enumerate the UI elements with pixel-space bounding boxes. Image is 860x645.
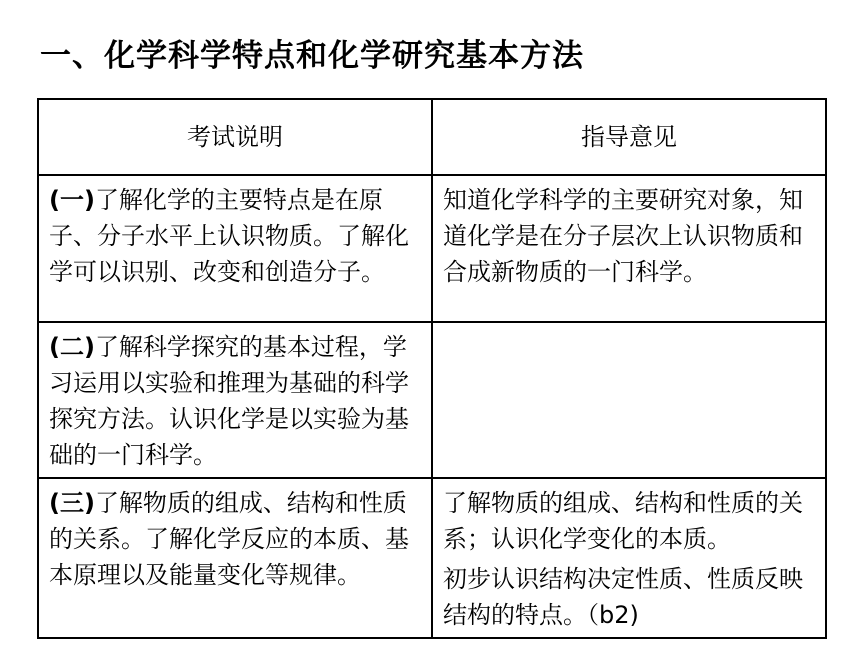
- table-row: [38, 478, 826, 638]
- guidance-cell-empty: [432, 322, 826, 478]
- exam-description-text: 了解物质的组成、结构和性质的关系。了解化学反应的本质、基本原理以及能量变化等规律。: [49, 489, 409, 589]
- exam-description-cell: [38, 322, 432, 478]
- item-number: (三): [49, 489, 95, 517]
- guidance-text: 了解物质的组成、结构和性质的关系；认识化学变化的本质。: [443, 489, 803, 553]
- exam-description-text: 了解科学探究的基本过程，学习运用以实验和推理为基础的科学探究方法。认识化学是以实验为基础的一门科学。: [49, 333, 409, 469]
- guidance-cell: [432, 175, 826, 322]
- guidance-text: 初步认识结构决定性质、性质反映结构的特点。（b2): [443, 565, 803, 629]
- table-header-row: [38, 99, 826, 175]
- exam-description-cell: [38, 478, 432, 638]
- exam-description-text: 了解化学的主要特点是在原子、分子水平上认识物质。了解化学可以识别、改变和创造分子。: [49, 186, 409, 286]
- header-exam-description: 考试说明: [38, 99, 432, 175]
- table-row: [38, 322, 826, 478]
- header-guidance: 指导意见: [432, 99, 826, 175]
- slide-title: 一、化学科学特点和化学研究基本方法: [40, 38, 584, 74]
- requirements-table: [37, 98, 827, 639]
- guidance-cell: [432, 478, 826, 638]
- item-number: (二): [49, 333, 95, 361]
- exam-description-cell: [38, 175, 432, 322]
- item-number: (一): [49, 186, 95, 214]
- table-row: [38, 175, 826, 322]
- guidance-text: 知道化学科学的主要研究对象，知道化学是在分子层次上认识物质和合成新物质的一门科学。: [443, 186, 803, 286]
